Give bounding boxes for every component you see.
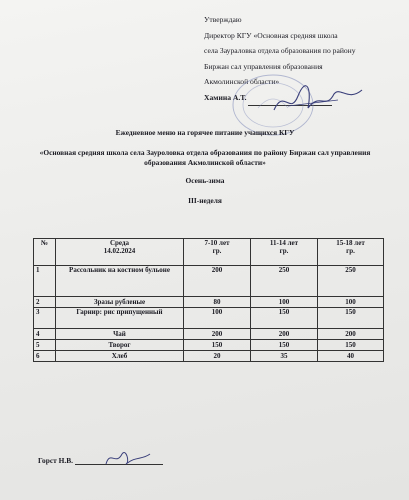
portion-11-14: 250 xyxy=(251,266,318,297)
dish-name: Зразы рубленые xyxy=(56,297,184,308)
portion-11-14: 150 xyxy=(251,308,318,329)
row-number: 5 xyxy=(34,340,56,351)
approval-line-1: Директор КГУ «Основная средняя школа xyxy=(204,30,338,40)
dish-name: Рассольник на костном бульоне xyxy=(56,266,184,297)
column-header: Среда 14.02.2024 xyxy=(56,239,184,266)
approve-word: Утверждаю xyxy=(204,15,242,24)
approval-signer: Хамина А.Т. xyxy=(204,92,247,102)
table-row xyxy=(34,266,384,297)
table-row xyxy=(34,308,384,329)
school-name: «Основная средняя школа села Зауроловка отдела образования по району Биржан сал управления образования Акмолинской области» xyxy=(39,148,371,167)
portion-7-10: 100 xyxy=(184,308,251,329)
menu-title: Ежедневное меню на горячее питание учащихся КГУ xyxy=(115,128,295,137)
table-row xyxy=(34,340,384,351)
table-header-row xyxy=(34,239,384,266)
portion-11-14: 200 xyxy=(251,329,318,340)
portion-15-18: 150 xyxy=(318,308,384,329)
approval-line-3: Биржан сал управления образования xyxy=(204,61,323,71)
portion-15-18: 250 xyxy=(318,266,384,297)
dish-name: Творог xyxy=(56,340,184,351)
portion-11-14: 35 xyxy=(251,351,318,362)
dish-name: Чай xyxy=(56,329,184,340)
portion-7-10: 20 xyxy=(184,351,251,362)
dish-name: Хлеб xyxy=(56,351,184,362)
row-number: 6 xyxy=(34,351,56,362)
footer-signer: Горст Н.В. xyxy=(38,456,73,465)
portion-11-14: 100 xyxy=(251,297,318,308)
column-header: 7-10 лет гр. xyxy=(184,239,251,266)
season-label: Осень-зима xyxy=(185,176,225,185)
portion-7-10: 200 xyxy=(184,266,251,297)
portion-7-10: 150 xyxy=(184,340,251,351)
approval-line-4: Акмолинской области» xyxy=(204,77,280,87)
portion-11-14: 150 xyxy=(251,340,318,351)
portion-15-18: 200 xyxy=(318,329,384,340)
table-row xyxy=(34,329,384,340)
table-row xyxy=(34,351,384,362)
table-row xyxy=(34,297,384,308)
cook-signature-icon xyxy=(96,446,156,470)
approval-line-2: села Заураловка отдела образования по району xyxy=(204,46,356,56)
row-number: 2 xyxy=(34,297,56,308)
portion-7-10: 200 xyxy=(184,329,251,340)
dish-name: Гарнир: рис припущенный xyxy=(56,308,184,329)
menu-table xyxy=(33,238,384,362)
portion-15-18: 40 xyxy=(318,351,384,362)
row-number: 4 xyxy=(34,329,56,340)
row-number: 3 xyxy=(34,308,56,329)
director-signature-icon xyxy=(268,80,368,118)
portion-15-18: 150 xyxy=(318,340,384,351)
portion-7-10: 80 xyxy=(184,297,251,308)
column-header: 11-14 лет гр. xyxy=(251,239,318,266)
portion-15-18: 100 xyxy=(318,297,384,308)
column-header: 15-18 лет гр. xyxy=(318,239,384,266)
row-number: 1 xyxy=(34,266,56,297)
week-label: III-неделя xyxy=(188,196,222,205)
column-header: № xyxy=(34,239,56,266)
